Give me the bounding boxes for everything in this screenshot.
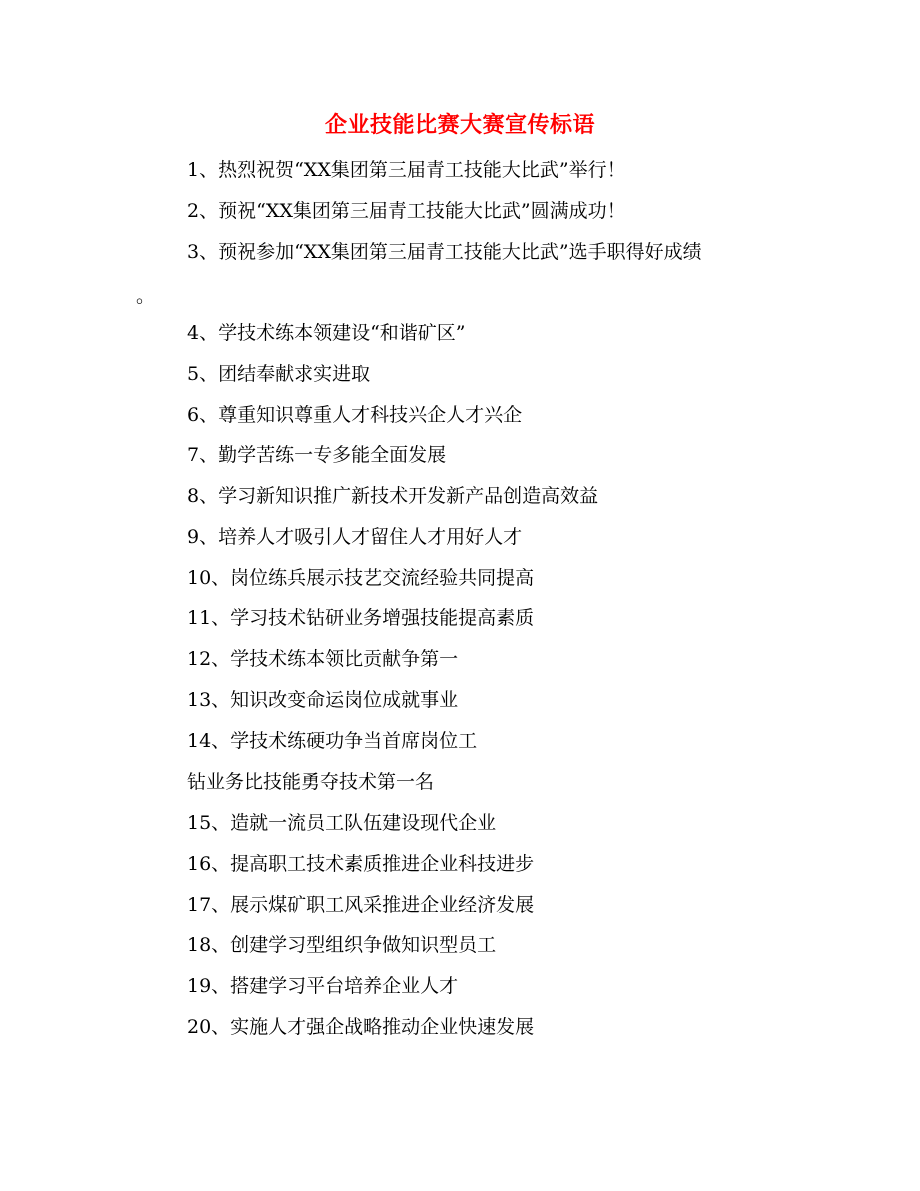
slogan-item-17: 17、展示煤矿职工风采推进企业经济发展 [187,894,535,916]
slogan-item-5: 5、团结奉献求实进取 [187,363,371,385]
slogan-item-10: 10、岗位练兵展示技艺交流经验共同提高 [187,567,535,589]
slogan-item-3: 3、预祝参加“XX集团第三届青工技能大比武”选手职得好成绩 [187,241,702,263]
slogan-item-4: 4、学技术练本领建设“和谐矿区” [187,322,466,344]
slogan-item-9: 9、培养人才吸引人才留住人才用好人才 [187,526,523,548]
slogan-item-20: 20、实施人才强企战略推动企业快速发展 [187,1016,535,1038]
slogan-item-14-continued: 钻业务比技能勇夺技术第一名 [187,771,435,793]
slogan-item-19: 19、搭建学习平台培养企业人才 [187,975,459,997]
document-title: 企业技能比赛大赛宣传标语 [324,113,595,138]
slogan-item-6: 6、尊重知识尊重人才科技兴企人才兴企 [187,404,523,426]
slogan-item-18: 18、创建学习型组织争做知识型员工 [187,934,497,956]
slogan-item-1: 1、热烈祝贺“XX集团第三届青工技能大比武”举行！ [187,159,626,181]
slogan-item-15: 15、造就一流员工队伍建设现代企业 [187,812,497,834]
slogan-item-11: 11、学习技术钻研业务增强技能提高素质 [187,607,535,629]
slogan-item-14: 14、学技术练硬功争当首席岗位工 [187,730,478,752]
slogan-item-7: 7、勤学苦练一专多能全面发展 [187,444,447,466]
slogan-item-16: 16、提高职工技术素质推进企业科技进步 [187,853,535,875]
slogan-item-2: 2、预祝“XX集团第三届青工技能大比武”圆满成功！ [187,200,626,222]
slogan-item-13: 13、知识改变命运岗位成就事业 [187,689,459,711]
slogan-item-8: 8、学习新知识推广新技术开发新产品创造高效益 [187,485,599,507]
slogan-item-12: 12、学技术练本领比贡献争第一 [187,648,459,670]
slogan-item-3-wrap: 。 [136,285,156,307]
